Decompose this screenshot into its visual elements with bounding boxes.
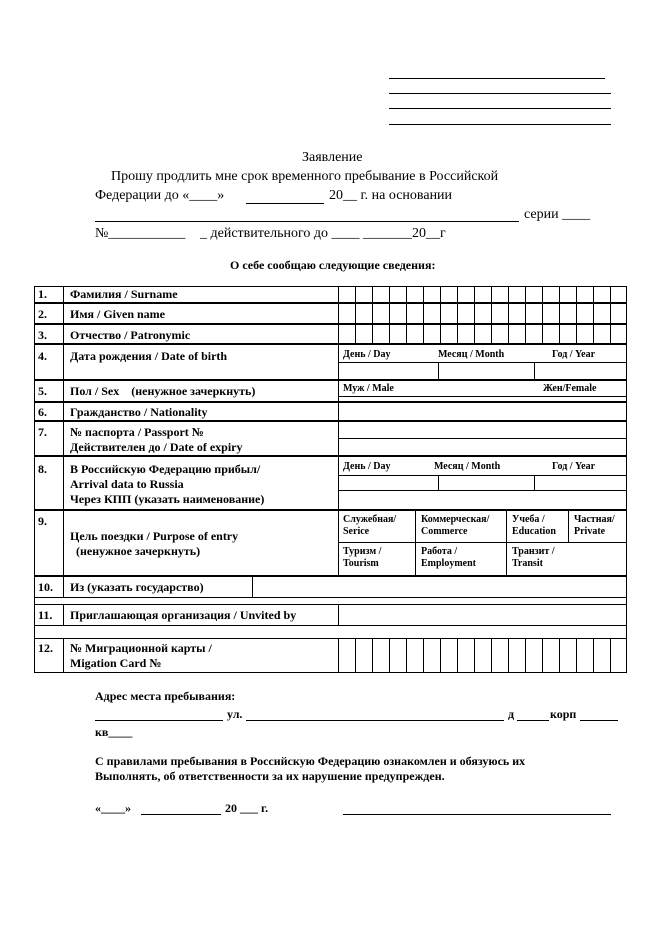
purpose-service-en: Serice — [343, 526, 370, 537]
row-12-label-1: № Миграционной карты / — [70, 641, 212, 655]
row-8-label-3: Через КПП (указать наименование) — [70, 492, 265, 506]
inviting-organization-field[interactable] — [338, 604, 627, 626]
row-12-num: 12. — [38, 641, 53, 655]
recipient-line-2[interactable] — [389, 93, 611, 94]
given-name-boxes[interactable] — [338, 303, 627, 324]
purpose-education-option[interactable] — [512, 514, 556, 538]
agreement-line-1: С правилами пребывания в Российскую Федерацию ознакомлен и обязуюсь их — [95, 754, 526, 768]
purpose-service-option[interactable] — [343, 514, 396, 538]
sex-divider — [338, 396, 627, 397]
birth-date-separator-2 — [534, 362, 535, 380]
arrival-month-label: Месяц / Month — [434, 461, 501, 472]
arrival-separator-2 — [534, 475, 535, 490]
series-label: серии ____ — [524, 207, 591, 222]
surname-boxes[interactable] — [338, 286, 627, 303]
purpose-transit-ru: Транзит / — [512, 546, 555, 557]
purpose-employment-ru: Работа / — [421, 546, 458, 557]
purpose-tourism-en: Tourism — [343, 558, 379, 569]
row-6-num: 6. — [38, 405, 47, 419]
birth-date-divider — [338, 362, 627, 363]
nationality-field[interactable] — [338, 402, 627, 421]
purpose-education-en: Education — [512, 526, 556, 537]
purpose-commerce-ru: Коммерческая/ — [421, 514, 490, 525]
arrival-divider-1 — [338, 475, 627, 476]
sex-male-option[interactable]: Муж / Male — [343, 383, 394, 394]
purpose-commerce-en: Commerce — [421, 526, 468, 537]
purpose-divider — [338, 542, 627, 543]
migration-card-boxes[interactable] — [338, 638, 627, 673]
purpose-transit-option[interactable] — [512, 546, 555, 570]
row-5-num: 5. — [38, 384, 47, 398]
signature-line[interactable] — [343, 814, 611, 815]
row-2-num: 2. — [38, 307, 47, 321]
row-1-num: 1. — [38, 287, 47, 301]
row-12-label-2: Migation Card № — [70, 656, 162, 670]
address-korp-label: корп — [550, 707, 577, 721]
row-8-num: 8. — [38, 462, 47, 476]
row-1-label: Фамилия / Surname — [70, 287, 178, 301]
row-2-grid — [338, 303, 627, 324]
request-line-4b: _ действительного до ____ _______20__г — [200, 226, 446, 241]
purpose-commerce-option[interactable] — [421, 514, 489, 538]
document-title: Заявление — [302, 150, 363, 165]
row-11-num: 11. — [38, 608, 53, 622]
address-title: Адрес места пребывания: — [95, 689, 236, 703]
birth-date-separator-1 — [438, 362, 439, 380]
purpose-tourism-ru: Туризм / — [343, 546, 382, 557]
purpose-employment-en: Employment — [421, 558, 476, 569]
personal-info-table — [34, 286, 627, 673]
request-line-2a: Федерации до «____» — [95, 188, 225, 203]
address-street-blank[interactable] — [246, 720, 504, 721]
address-apartment[interactable]: кв____ — [95, 725, 133, 739]
row-9-label-2: (ненужное зачеркнуть) — [76, 544, 201, 558]
row-2-label: Имя / Given name — [70, 307, 165, 321]
row-5-label: Пол / Sex (ненужное зачеркнуть) — [70, 384, 256, 398]
row-7-label-2: Действителен до / Date of expiry — [70, 440, 243, 454]
request-line-4a: №___________ — [95, 226, 186, 241]
sex-female-option[interactable]: Жен/Female — [543, 383, 597, 394]
purpose-transit-en: Transit — [512, 558, 543, 569]
request-line-2b: 20__ г. на основании — [329, 188, 453, 203]
signature-month-blank[interactable] — [141, 814, 221, 815]
signature-date-year[interactable]: 20 ___ г. — [225, 801, 269, 815]
row-3-label: Отчество / Patronymic — [70, 328, 191, 342]
address-house-blank[interactable] — [517, 720, 549, 721]
row-7-num: 7. — [38, 425, 47, 439]
birth-month-label: Месяц / Month — [438, 349, 505, 360]
address-korp-blank[interactable] — [580, 720, 618, 721]
address-street-label: ул. — [227, 707, 243, 721]
row-8-label-1: В Российскую Федерацию прибыл/ — [70, 462, 261, 476]
patronymic-boxes[interactable] — [338, 324, 627, 344]
purpose-private-option[interactable] — [574, 514, 615, 538]
passport-divider — [338, 438, 627, 439]
row-11-label: Приглашающая организация / Unvited by — [70, 608, 297, 622]
arrival-separator-1 — [438, 475, 439, 490]
recipient-line-3[interactable] — [389, 108, 611, 109]
purpose-tourism-option[interactable] — [343, 546, 381, 570]
purpose-private-ru: Частная/ — [574, 514, 615, 525]
arrival-day-label: День / Day — [343, 461, 391, 472]
from-country-field[interactable] — [252, 576, 627, 598]
purpose-education-ru: Учеба / — [512, 514, 545, 525]
basis-blank[interactable] — [95, 221, 519, 222]
recipient-line-4[interactable] — [389, 124, 611, 125]
row-7-label-1: № паспорта / Passport № — [70, 425, 204, 439]
purpose-employment-option[interactable] — [421, 546, 476, 570]
row-9-num: 9. — [38, 514, 47, 528]
row-10-num: 10. — [38, 580, 53, 594]
section-title: О себе сообщаю следующие сведения: — [230, 258, 436, 272]
signature-date-day[interactable]: «____» — [95, 801, 131, 815]
row-8-label-2: Arrival data to Russia — [70, 477, 184, 491]
purpose-sep-3 — [568, 510, 569, 542]
month-blank[interactable] — [246, 203, 324, 204]
row-3-num: 3. — [38, 328, 47, 342]
request-line-1: Прошу продлить мне срок временного пребывание в Российской — [111, 169, 499, 184]
row-4-num: 4. — [38, 349, 47, 363]
row-6-label: Гражданство / Nationality — [70, 405, 208, 419]
row-4-label: Дата рождения / Date of birth — [70, 349, 228, 363]
row-1-grid — [338, 286, 627, 303]
address-city-blank[interactable] — [95, 720, 223, 721]
purpose-service-ru: Служебная/ — [343, 514, 397, 525]
birth-day-label: День / Day — [343, 349, 391, 360]
purpose-sep-1 — [415, 510, 416, 576]
address-house-label: д — [508, 707, 515, 721]
purpose-sep-2 — [506, 510, 507, 576]
arrival-year-label: Год / Year — [552, 461, 596, 472]
arrival-divider-2 — [338, 490, 627, 491]
recipient-line-1[interactable] — [389, 78, 605, 79]
row-9-label-1: Цель поездки / Purpose of entry — [70, 529, 239, 543]
row-3-grid — [338, 324, 627, 344]
birth-year-label: Год / Year — [552, 349, 596, 360]
row-10-label: Из (указать государство) — [70, 580, 204, 594]
agreement-line-2: Выполнять, об ответственности за их нарушение предупрежден. — [95, 769, 445, 783]
purpose-private-en: Private — [574, 526, 606, 537]
row-12-grid — [338, 638, 627, 673]
